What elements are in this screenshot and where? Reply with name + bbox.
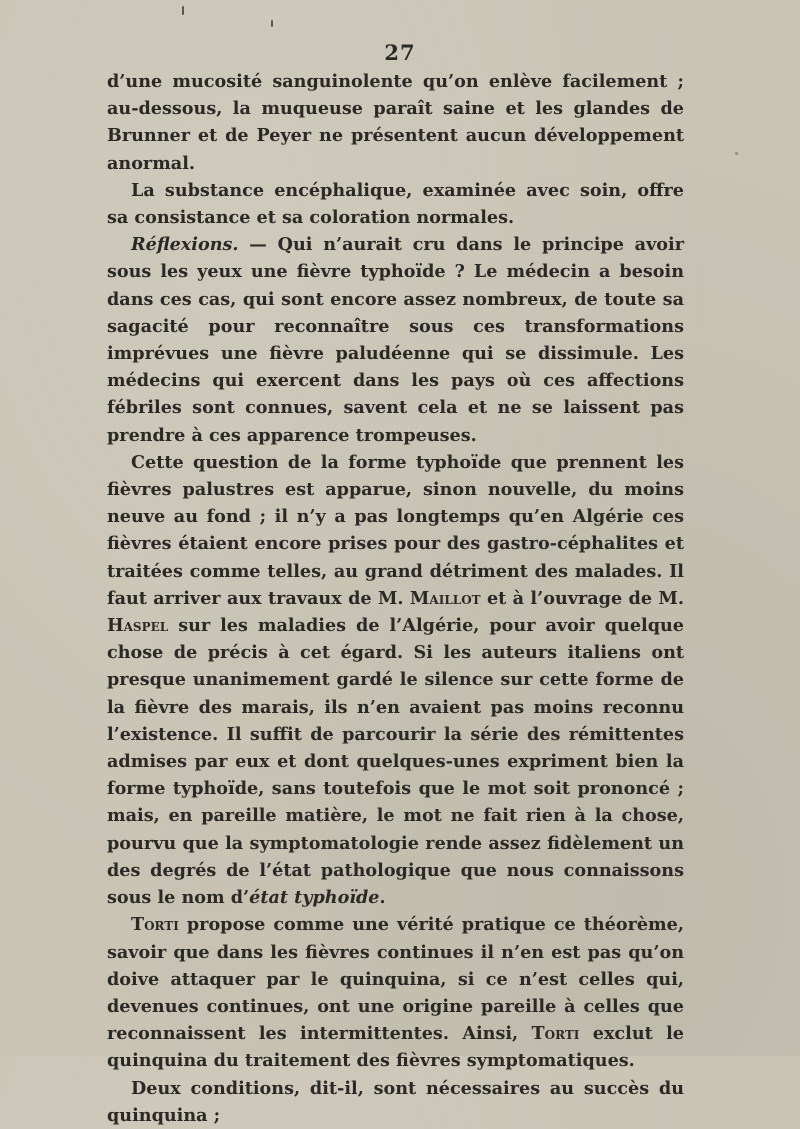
text-run: d’une mucosité sanguinolente qu’on enlève facilement ; au-dessous, la muqueuse paraît saine et les glandes de Brunner et de Peyer ne présentent aucun développement anormal.	[107, 71, 684, 174]
ink-speck	[182, 6, 184, 15]
author-name: Torti	[531, 1023, 580, 1045]
paragraph	[107, 177, 684, 231]
paragraph	[107, 449, 684, 911]
paragraph	[107, 1075, 684, 1129]
italic-text: état typhoïde	[249, 887, 380, 909]
paragraph	[107, 911, 684, 1074]
body-text	[107, 68, 684, 1129]
text-run: sur les maladies de l’Algérie, pour avoir quelque chose de précis à cet égard. Si les auteurs italiens ont presque unanimement gardé le silence sur cette forme de la fièvre des marais, ils n’en avaient pas moins reconnu l’existence. Il suffit de parcourir la série des rémittentes admises par eux et dont quelques-unes expriment bien la forme typhoïde, sans toutefois que le mot soit prononcé ; mais, en pareille matière, le mot ne fait rien à la chose, pourvu que la symptomatologie rende assez fidèlement un des degrés de l’état pathologique que nous connaissons sous le nom d’	[107, 615, 684, 909]
ink-speck	[271, 20, 273, 27]
paragraph	[107, 68, 684, 177]
author-name: Haspel	[107, 615, 169, 637]
text-run: exclut le quinquina du traitement des fièvres symptomatiques.	[107, 1023, 684, 1072]
text-run: et à l’ouvrage de M.	[480, 587, 685, 609]
text-run: propose comme une vérité pratique ce théorème, savoir que dans les fièvres continues il n’en est pas qu’on doive attaquer par le quinquina, si ce n’est celles qui, devenues continues, ont une origine pareille à celles que reconnaissent les intermittentes. Ainsi,	[107, 914, 684, 1045]
paragraph	[107, 231, 684, 449]
text-run: Deux conditions, dit-il, sont nécessaires au succès du quinquina ;	[107, 1077, 684, 1126]
text-run: La substance encéphalique, examinée avec soin, offre sa consistance et sa coloration normales.	[107, 179, 684, 229]
text-run: .	[379, 887, 386, 909]
page-number: 27	[384, 40, 416, 65]
text-run: Cette question de la forme typhoïde que prennent les fièvres palustres est apparue, sinon nouvelle, du moins neuve au fond ; il n’y a pas longtemps qu’en Algérie ces fièvres étaient encore prises pour des gastro-céphalites et traitées comme telles, au grand détriment des malades. Il faut arriver aux travaux de M.	[107, 451, 684, 609]
text-run: — Qui n’aurait cru dans le principe avoir sous les yeux une fièvre typhoïde ? Le médecin a besoin dans ces cas, qui sont encore assez nombreux, de toute sa sagacité pour reconnaître sous ces transformations imprévues une fièvre paludéenne qui se dissimule. Les médecins qui exercent dans les pays où ces affections fébriles sont connues, savent cela et ne se laissent pas prendre à ces apparence trompeuses.	[107, 234, 684, 446]
ink-speck	[735, 152, 738, 155]
author-name: Maillot	[409, 587, 481, 609]
author-name: Torti	[131, 914, 179, 936]
italic-text: Réflexions.	[131, 234, 239, 256]
